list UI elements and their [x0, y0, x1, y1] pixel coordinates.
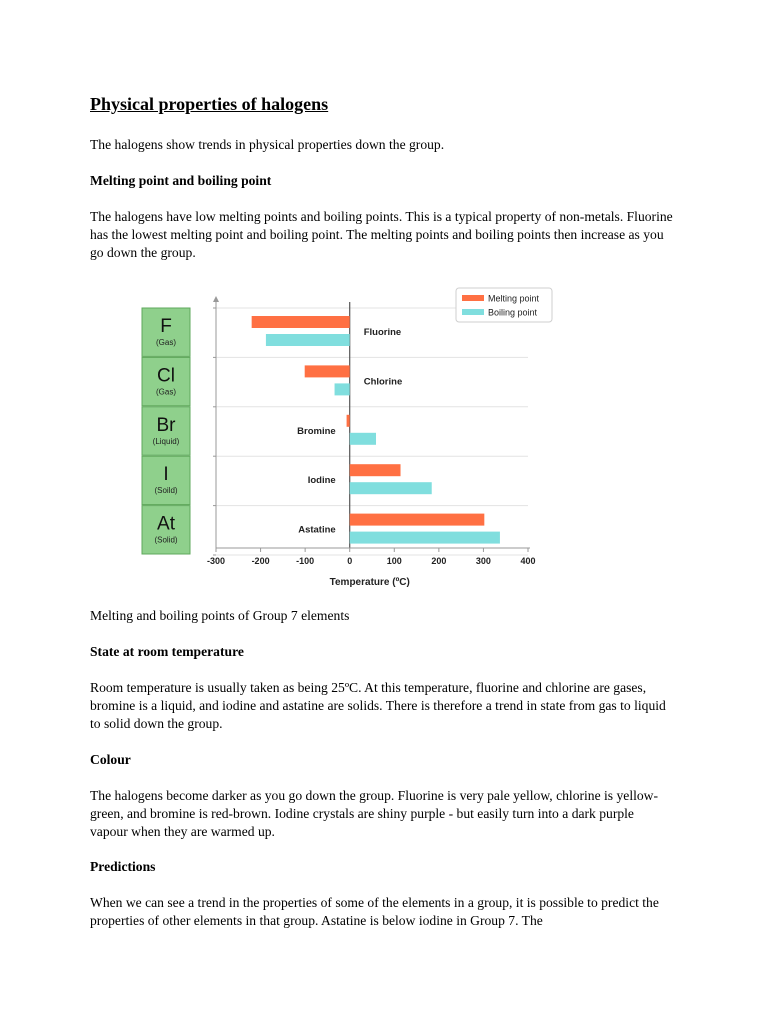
category-label: Iodine — [307, 475, 336, 487]
section-heading-predictions: Predictions — [90, 859, 156, 874]
element-symbol: F — [160, 316, 172, 337]
element-tile — [142, 308, 190, 356]
element-state: (Gas) — [156, 338, 176, 347]
melting-boiling-chart — [140, 286, 560, 591]
y-axis-arrow — [213, 296, 219, 302]
legend-swatch — [462, 295, 484, 301]
bar-melting-fluorine — [252, 316, 350, 328]
section-heading-melting-boiling: Melting point and boiling point — [90, 173, 272, 188]
element-symbol: At — [157, 513, 175, 535]
x-tick-label: 0 — [347, 556, 353, 566]
element-state: (Soild) — [154, 486, 178, 496]
section-body-colour: The halogens become darker as you go down the group. Fluorine is very pale yellow, chlorine is yellow-green, and bromine is red-brown. Iodine crystals are shiny purple - but easily turn into a dark purple vapour when they are warmed up. — [90, 788, 659, 839]
x-tick-label: -200 — [251, 556, 270, 566]
bar-boiling-iodine — [350, 482, 432, 494]
element-tile — [142, 357, 190, 405]
category-label: Bromine — [297, 425, 336, 437]
bar-boiling-astatine — [350, 532, 500, 544]
section-body-state: Room temperature is usually taken as being 25ºC. At this temperature, fluorine and chlorine are gases, bromine is a liquid, and iodine and astatine are solids. There is therefore a trend in state from gas to liquid to solid down the group. — [90, 680, 666, 731]
legend-label: Melting point — [488, 293, 540, 304]
section-heading-state: State at room temperature — [90, 644, 244, 659]
x-tick-label: 200 — [431, 556, 447, 566]
bar-melting-astatine — [350, 514, 485, 526]
category-label: Fluorine — [363, 327, 402, 338]
element-symbol: Cl — [157, 365, 175, 387]
element-state: (Solid) — [154, 535, 178, 545]
intro-paragraph: The halogens show trends in physical properties down the group. — [90, 137, 445, 152]
bar-melting-chlorine — [305, 365, 350, 377]
chart-legend — [456, 288, 552, 322]
x-tick-label: 400 — [520, 556, 536, 566]
element-tile — [142, 407, 190, 455]
legend-swatch — [462, 309, 484, 315]
section-body-melting-boiling: The halogens have low melting points and boiling points. This is a typical property of non-metals. Fluorine has the lowest melting point and boiling point. The melting points and boiling points then increase as you go down the group. — [90, 209, 673, 260]
element-symbol: I — [163, 464, 169, 486]
section-body-predictions: When we can see a trend in the properties of some of the elements in a group, it is possible to predict the properties of other elements in that group. Astatine is below iodine in Group 7. The — [90, 895, 659, 928]
bar-melting-iodine — [350, 464, 401, 476]
x-axis-label: Temperature (ºC) — [329, 577, 410, 588]
element-tile — [142, 506, 190, 554]
element-symbol: Br — [156, 414, 176, 436]
x-tick-label: -300 — [206, 556, 226, 566]
element-state: (Liquid) — [152, 436, 180, 446]
category-label: Chlorine — [363, 376, 403, 388]
figure-caption: Melting and boiling points of Group 7 elements — [90, 608, 350, 623]
bar-boiling-chlorine — [335, 383, 350, 395]
halogen-chart-figure — [140, 286, 560, 591]
bar-melting-bromine — [347, 415, 350, 427]
element-tile — [142, 456, 190, 504]
section-heading-colour: Colour — [90, 752, 131, 767]
category-label: Astatine — [298, 524, 336, 536]
x-tick-label: -100 — [296, 556, 315, 566]
page-title: Physical properties of halogens — [90, 94, 329, 114]
legend-label: Boiling point — [488, 307, 538, 318]
bar-boiling-fluorine — [266, 334, 350, 346]
x-tick-label: 100 — [386, 556, 402, 566]
element-state: (Gas) — [156, 387, 176, 397]
bar-boiling-bromine — [350, 433, 376, 445]
x-tick-label: 300 — [475, 556, 491, 566]
